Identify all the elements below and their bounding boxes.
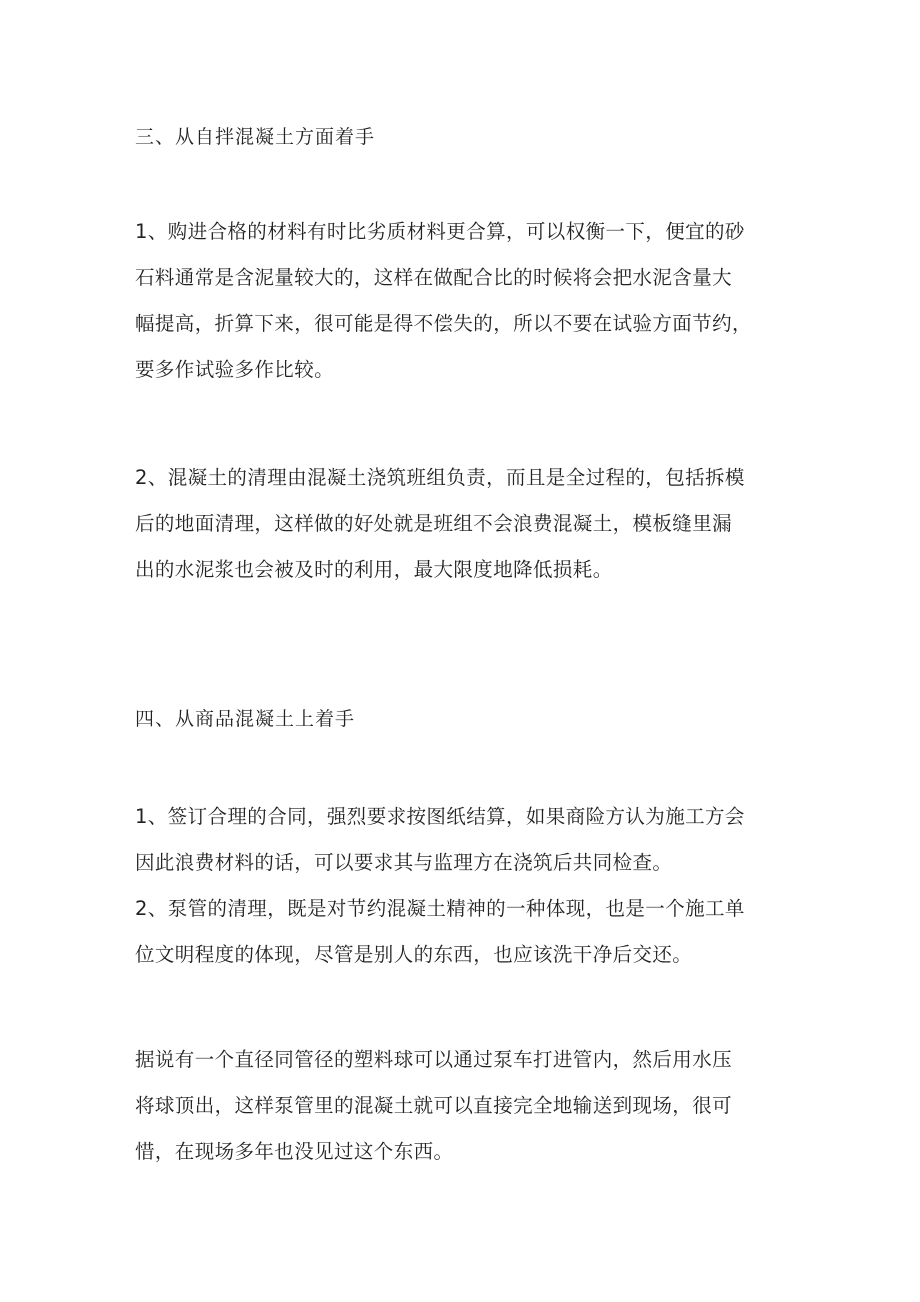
paragraph-line: 1、签订合理的合同，强烈要求按图纸结算，如果商险方认为施工方会	[135, 805, 745, 828]
paragraph-line: 因此浪费材料的话，可以要求其与监理方在浇筑后共同检查。	[135, 851, 673, 874]
paragraph-line: 要多作试验多作比较。	[135, 358, 335, 381]
section-3-heading	[135, 114, 795, 160]
paragraph-line: 后的地面清理，这样做的好处就是班组不会浪费混凝土，模板缝里漏	[135, 512, 733, 535]
paragraph-line: 2、混凝土的清理由混凝土浇筑班组负责，而且是全过程的，包括拆模	[135, 466, 745, 489]
section-4-note	[135, 1037, 795, 1175]
section-4-item-1	[135, 794, 795, 886]
paragraph-line: 据说有一个直径同管径的塑料球可以通过泵车打进管内，然后用水压	[135, 1048, 733, 1071]
paragraph-line: 惜，在现场多年也没见过这个东西。	[135, 1140, 454, 1163]
section-3-item-2	[135, 455, 795, 593]
section-3-item-1	[135, 209, 795, 393]
paragraph-line: 将球顶出，这样泵管里的混凝土就可以直接完全地输送到现场，很可	[135, 1094, 733, 1117]
paragraph-line: 出的水泥浆也会被及时的利用，最大限度地降低损耗。	[135, 558, 613, 581]
heading-text: 三、从自拌混凝土方面着手	[135, 126, 376, 148]
heading-text: 四、从商品混凝土上着手	[135, 708, 356, 730]
paragraph-line: 幅提高，折算下来，很可能是得不偿失的，所以不要在试验方面节约，	[135, 312, 752, 335]
paragraph-line: 1、购进合格的材料有时比劣质材料更合算，可以权衡一下，便宜的砂	[135, 220, 745, 243]
section-4-heading	[135, 696, 795, 742]
paragraph-line: 2、泵管的清理，既是对节约混凝土精神的一种体现，也是一个施工单	[135, 897, 745, 920]
paragraph-line: 石料通常是含泥量较大的，这样在做配合比的时候将会把水泥含量大	[135, 266, 733, 289]
paragraph-line: 位文明程度的体现，尽管是别人的东西，也应该洗干净后交还。	[135, 943, 693, 966]
section-4-item-2	[135, 886, 795, 978]
